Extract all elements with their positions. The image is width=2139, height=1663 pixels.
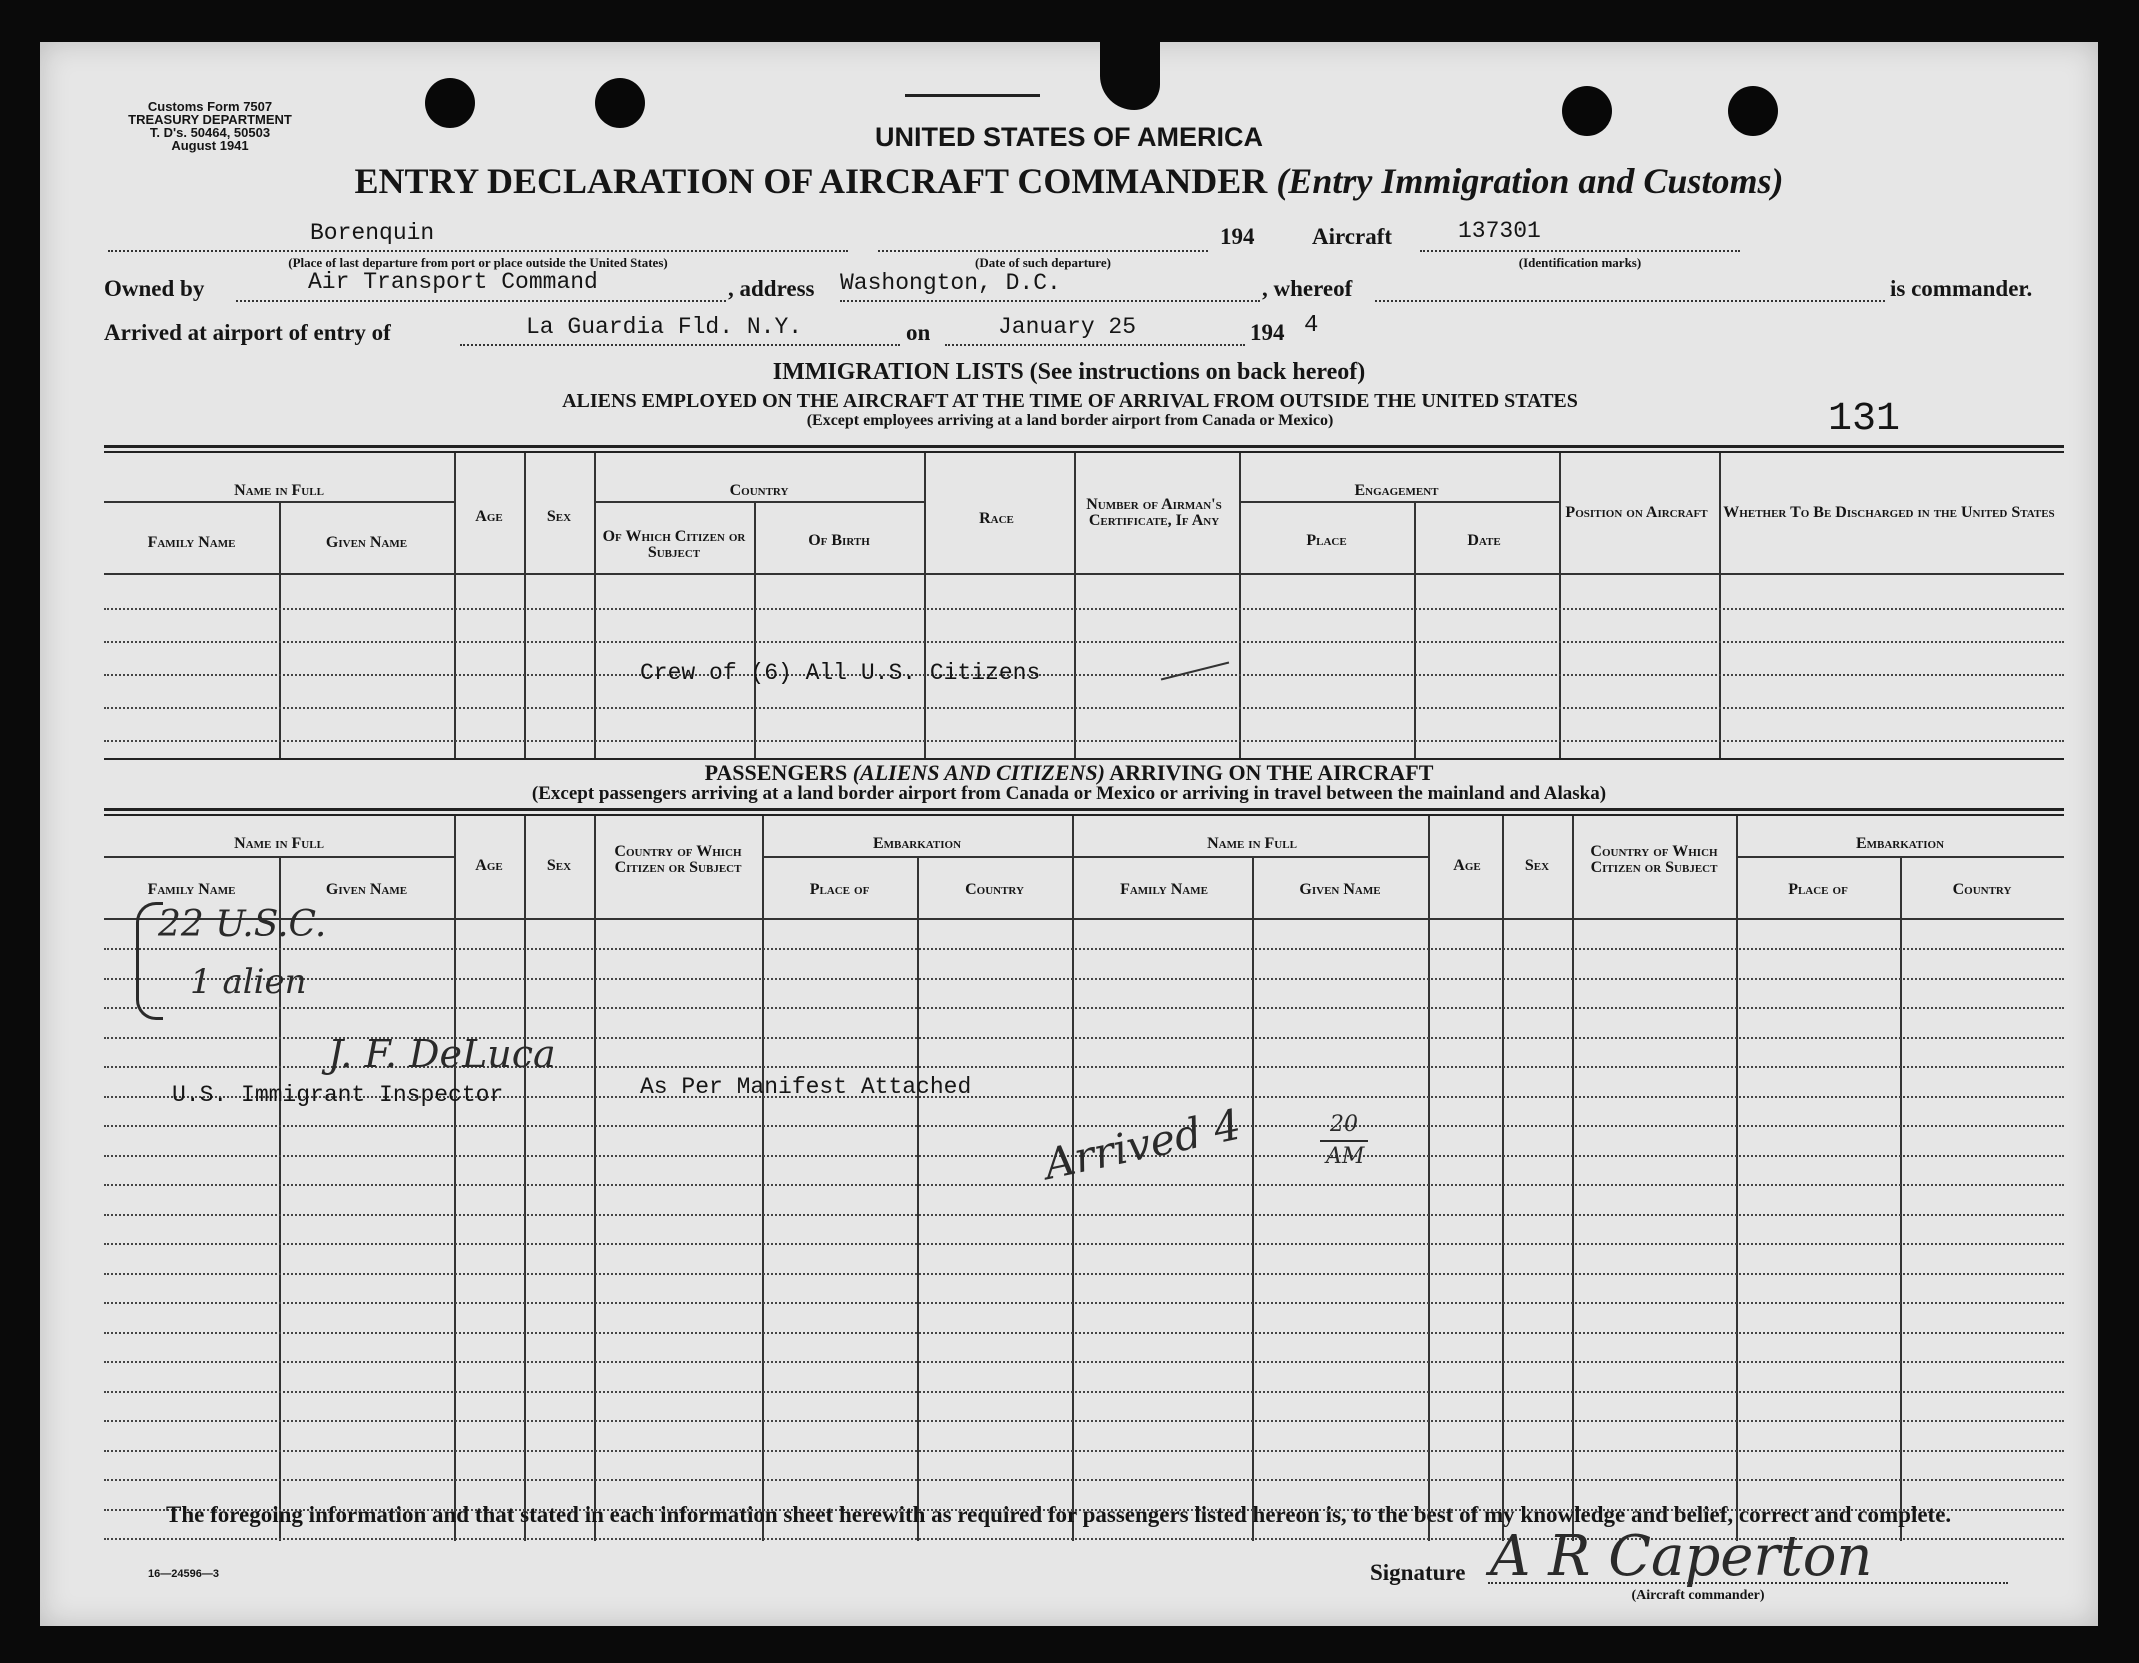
header-divider xyxy=(104,573,2064,575)
table-row-line xyxy=(104,978,2064,980)
immigration-heading: IMMIGRATION LISTS (See instructions on back hereof) xyxy=(772,359,1366,385)
inspector-title: U.S. Immigrant Inspector xyxy=(172,1082,504,1108)
header-divider xyxy=(594,501,924,503)
table-row-line xyxy=(104,1302,2064,1304)
inspector-signature: J. F. DeLuca xyxy=(328,1032,556,1076)
arrival-year-value: 4 xyxy=(1304,312,1319,339)
col-header: Name in Full xyxy=(234,835,324,852)
col-header: Family Name xyxy=(147,881,236,898)
col-header: Number of Airman's Certificate, If Any xyxy=(1086,496,1222,529)
whereof-label: , whereof xyxy=(1262,276,1353,301)
col-header: Name in Full xyxy=(1207,835,1297,852)
col-header: Country of Which Citizen or Subject xyxy=(614,843,742,876)
aircraft-caption: (Identification marks) xyxy=(1518,255,1642,270)
immigration-subheading: ALIENS EMPLOYED ON THE AIRCRAFT AT THE TIME OF ARRIVAL FROM OUTSIDE THE UNITED STATES xyxy=(562,390,1578,412)
fill-line xyxy=(460,344,900,346)
header-divider xyxy=(104,918,2064,920)
col-header: Name in Full xyxy=(234,482,324,499)
col-header: Given Name xyxy=(325,881,408,898)
col-header: Place xyxy=(1306,532,1347,549)
col-header: Engagement xyxy=(1354,482,1439,499)
col-header: Family Name xyxy=(1120,881,1208,898)
form-id-line: TREASURY DEPARTMENT xyxy=(128,112,292,127)
handwritten-bracket xyxy=(136,902,163,1020)
header-divider xyxy=(1072,856,1428,858)
column-divider xyxy=(1736,816,1738,1541)
arrived-label: Arrived at airport of entry of xyxy=(104,320,391,345)
country-heading: UNITED STATES OF AMERICA xyxy=(875,122,1263,152)
column-divider xyxy=(1252,856,1254,1541)
fill-line xyxy=(1420,250,1740,252)
col-header: Sex xyxy=(546,857,572,874)
year-prefix: 194 xyxy=(1250,320,1285,345)
table-row-line xyxy=(104,674,2064,676)
column-divider xyxy=(594,453,596,758)
col-header: Country xyxy=(965,881,1024,898)
form-paper xyxy=(40,42,2098,1626)
table-row-line xyxy=(104,707,2064,709)
fill-line xyxy=(236,300,726,302)
table-row-line xyxy=(104,1243,2064,1245)
stamp-number: 131 xyxy=(1828,397,1901,442)
declaration-statement: The foregoing information and that stated in each information sheet herewith as required for passengers listed hereon is, to the best of my knowledge and belief, correct and complete. xyxy=(166,1502,1952,1527)
aircraft-value: 137301 xyxy=(1458,218,1541,244)
column-divider xyxy=(754,501,756,758)
fill-line xyxy=(1375,300,1885,302)
table-row-line xyxy=(104,1361,2064,1363)
table-row-line xyxy=(104,948,2064,950)
column-divider xyxy=(762,816,764,1541)
table-rule xyxy=(104,808,2064,811)
passengers-heading-c: ARRIVING ON THE AIRCRAFT xyxy=(1109,760,1434,785)
punch-hole xyxy=(425,78,475,128)
arrival-date-value: January 25 xyxy=(998,314,1137,340)
header-divider xyxy=(104,501,454,503)
table-row-line xyxy=(104,1007,2064,1009)
column-divider xyxy=(594,816,596,1541)
column-divider xyxy=(454,453,456,758)
column-divider xyxy=(917,856,919,1541)
col-header: Age xyxy=(475,508,503,525)
table-row-line xyxy=(104,641,2064,643)
column-divider xyxy=(1572,816,1574,1541)
form-id-line: T. D's. 50464, 50503 xyxy=(149,125,271,140)
column-divider xyxy=(279,501,281,758)
table-row-line xyxy=(104,1420,2064,1422)
table-row-line xyxy=(104,1214,2064,1216)
passengers-heading-b: (ALIENS AND CITIZENS) xyxy=(852,760,1105,785)
col-header: Family Name xyxy=(147,534,236,551)
fill-line xyxy=(878,250,1208,252)
print-code: 16—24596—3 xyxy=(148,1568,219,1580)
fill-line xyxy=(108,250,848,252)
fill-line xyxy=(840,300,1260,302)
column-divider xyxy=(1559,453,1561,758)
column-divider xyxy=(454,816,456,1541)
crew-entry: Crew of (6) All U.S. Citizens xyxy=(640,660,1041,686)
owned-label: Owned by xyxy=(104,276,205,301)
rule xyxy=(905,94,1040,97)
header-divider xyxy=(1239,501,1559,503)
form-title-sub: (Entry Immigration and Customs) xyxy=(1276,161,1784,201)
crew-table xyxy=(104,453,2064,758)
col-header: Given Name xyxy=(1299,881,1381,898)
arrived-note: Arrived 4 xyxy=(1039,1099,1246,1189)
col-header: Embarkation xyxy=(1855,835,1945,852)
col-header: Given Name xyxy=(325,534,408,551)
table-row-line xyxy=(104,1391,2064,1393)
passengers-heading-a: PASSENGERS xyxy=(704,760,848,785)
immigration-note: (Except employees arriving at a land border airport from Canada or Mexico) xyxy=(806,412,1334,429)
table-row-line xyxy=(104,1125,2064,1127)
col-header: Age xyxy=(1453,857,1481,874)
col-header: Place of xyxy=(809,881,870,898)
pen-mark xyxy=(1320,1140,1368,1142)
fill-line xyxy=(1488,1582,2008,1584)
form-title-main: ENTRY DECLARATION OF AIRCRAFT COMMANDER xyxy=(354,161,1268,201)
commander-signature: A R Caperton xyxy=(1490,1524,1873,1589)
column-divider xyxy=(1900,856,1902,1541)
table-row-line xyxy=(104,1332,2064,1334)
header-divider xyxy=(1736,856,2064,858)
col-header: Date xyxy=(1467,532,1501,549)
arrived-time-bottom: AM xyxy=(1326,1144,1365,1169)
column-divider xyxy=(1428,816,1430,1541)
signature-label: Signature xyxy=(1370,1560,1466,1585)
form-title xyxy=(40,160,2098,202)
table-row-line xyxy=(104,740,2064,742)
commander-label: is commander. xyxy=(1890,276,2033,301)
address-value: Washongton, D.C. xyxy=(840,270,1061,296)
header-divider xyxy=(762,856,1072,858)
col-header: Place of xyxy=(1788,881,1848,898)
col-header: Race xyxy=(979,510,1014,527)
col-header: Embarkation xyxy=(872,835,962,852)
table-row-line xyxy=(104,1184,2064,1186)
handwritten-alien: 1 alien xyxy=(190,962,307,1002)
owned-value: Air Transport Command xyxy=(308,269,598,295)
col-header: Country xyxy=(729,482,789,499)
column-divider xyxy=(1502,816,1504,1541)
date-caption: (Date of such departure) xyxy=(975,255,1111,270)
aircraft-label: Aircraft xyxy=(1312,224,1393,249)
col-header: Sex xyxy=(1524,857,1550,874)
table-row-line xyxy=(104,1479,2064,1481)
column-divider xyxy=(924,453,926,758)
form-id-line: Customs Form 7507 xyxy=(147,99,273,114)
torn-edge xyxy=(1100,40,1160,110)
column-divider xyxy=(1074,453,1076,758)
col-header: Whether To Be Discharged in the United States xyxy=(1723,504,2055,521)
col-header: Of Which Citizen or Subject xyxy=(602,528,746,561)
form-id-line: August 1941 xyxy=(171,138,249,153)
col-header: Sex xyxy=(546,508,572,525)
column-divider xyxy=(524,816,526,1541)
column-divider xyxy=(1719,453,1721,758)
column-divider xyxy=(1239,453,1241,758)
table-rule xyxy=(104,445,2064,448)
on-label: on xyxy=(906,320,931,345)
table-row-line xyxy=(104,608,2064,610)
arrived-time-top: 20 xyxy=(1330,1112,1358,1137)
year-prefix: 194 xyxy=(1220,224,1255,249)
col-header: Country of Which Citizen or Subject xyxy=(1590,843,1718,876)
col-header: Position on Aircraft xyxy=(1565,504,1708,521)
column-divider xyxy=(279,856,281,1541)
punch-hole xyxy=(595,78,645,128)
passengers-note: (Except passengers arriving at a land border airport from Canada or Mexico or arriving in travel between the mainland and Alaska) xyxy=(531,783,1607,804)
column-divider xyxy=(524,453,526,758)
col-header: Of Birth xyxy=(808,532,870,549)
table-row-line xyxy=(104,1450,2064,1452)
signature-caption: (Aircraft commander) xyxy=(1631,1588,1765,1603)
departure-caption: (Place of last departure from port or place outside the United States) xyxy=(288,255,668,270)
address-label: , address xyxy=(728,276,815,301)
column-divider xyxy=(1414,501,1416,758)
table-row-line xyxy=(104,1273,2064,1275)
col-header: Country xyxy=(1952,881,2012,898)
manifest-note: As Per Manifest Attached xyxy=(640,1074,972,1100)
handwritten-code: 22 U.S.C. xyxy=(158,904,327,945)
header-divider xyxy=(104,856,454,858)
fill-line xyxy=(945,344,1245,346)
airport-value: La Guardia Fld. N.Y. xyxy=(526,314,803,340)
col-header: Age xyxy=(475,857,503,874)
departure-value: Borenquin xyxy=(310,220,435,246)
